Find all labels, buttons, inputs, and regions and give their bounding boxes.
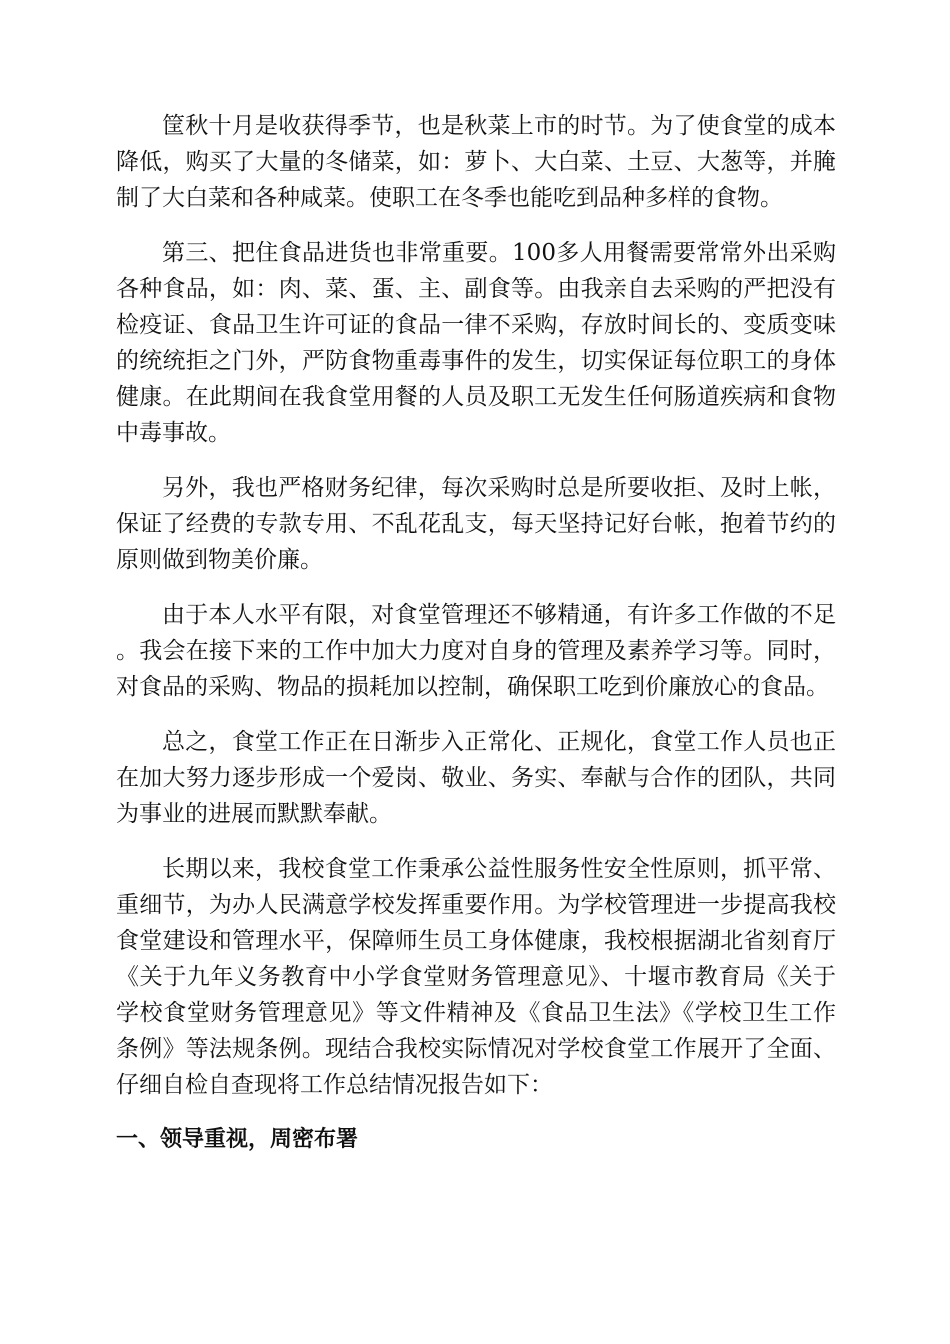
paragraph-autumn-vegetables: 筐秋十月是收获得季节，也是秋菜上市的时节。为了使食堂的成本降低，购买了大量的冬储菜，如：萝卜、大白菜、土豆、大葱等，并腌制了大白菜和各种咸菜。使职工在冬季也能吃到品种多样的食物。 <box>116 113 836 211</box>
document-body <box>116 108 836 1158</box>
paragraph-food-purchasing: 第三、把住食品进货也非常重要。100多人用餐需要常常外出采购各种食品，如：肉、菜、蛋、主、副食等。由我亲自去采购的严把没有检疫证、食品卫生许可证的食品一律不采购，存放时间长的、变质变味的统统拒之门外，严防食物重毒事件的发生，切实保证每位职工的身体健康。在此期间在我食堂用餐的人员及职工无发生任何肠道疾病和食物中毒事故。 <box>116 240 836 446</box>
section-heading: 一、领导重视，周密布署 <box>116 1127 359 1152</box>
paragraph-summary: 总之，食堂工作正在日渐步入正常化、正规化，食堂工作人员也正在加大努力逐步形成一个爱岗、敬业、务实、奉献与合作的团队，共同为事业的进展而默默奉献。 <box>116 729 836 827</box>
paragraph-school-canteen-report: 长期以来，我校食堂工作秉承公益性服务性安全性原则，抓平常、重细节，为办人民满意学校发挥重要作用。为学校管理进一步提高我校食堂建设和管理水平，保障师生员工身体健康，我校根据湖北省刻育厅《关于九年义务教育中小学食堂财务管理意见》、十堰市教育局《关于学校食堂财务管理意见》等文件精神及《食品卫生法》《学校卫生工作条例》等法规条例。现结合我校实际情况对学校食堂工作展开了全面、仔细自检自查现将工作总结情况报告如下： <box>116 856 836 1098</box>
paragraph-shortcomings: 由于本人水平有限，对食堂管理还不够精通，有许多工作做的不足。我会在接下来的工作中加大力度对自身的管理及素养学习等。同时，对食品的采购、物品的损耗加以控制，确保职工吃到价廉放心的食品。 <box>116 602 836 700</box>
paragraph-financial-discipline: 另外，我也严格财务纪律，每次采购时总是所要收拒、及时上帐，保证了经费的专款专用、不乱花乱支，每天坚持记好台帐，抱着节约的原则做到物美价廉。 <box>116 475 836 573</box>
